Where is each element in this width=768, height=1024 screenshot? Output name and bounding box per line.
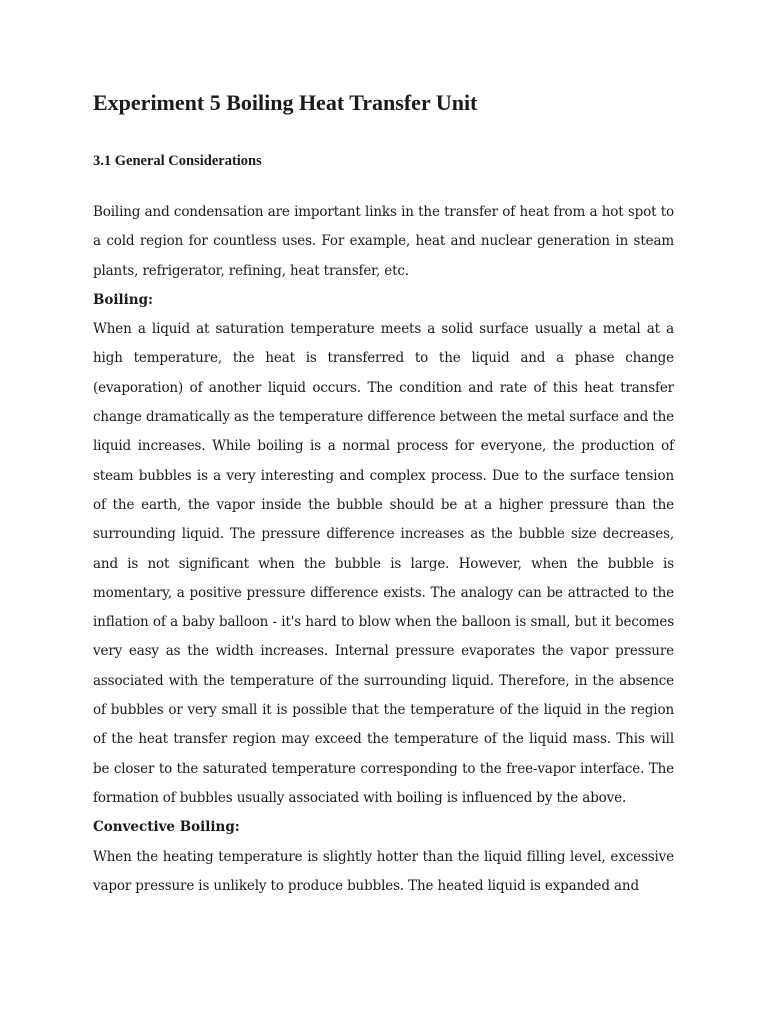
convective-boiling-paragraph: When the heating temperature is slightly hotter than the liquid filling level, excessive vapor pressure is unlikely to produce bubbles. The heated liquid is expanded and — [93, 848, 674, 894]
document-title: Experiment 5 Boiling Heat Transfer Unit — [93, 90, 478, 115]
boiling-paragraph: When a liquid at saturation temperature meets a solid surface usually a metal at a high temperature, the heat is transferred to the liquid and a phase change (evaporation) of another liquid occurs. The condition and rate of this heat transfer change dramatically as the temperature difference between the metal surface and the liquid increases. While boiling is a normal process for everyone, the production of steam bubbles is a very interesting and complex process. Due to the surface tension of the earth, the vapor inside the bubble should be at a higher pressure than the surrounding liquid. The pressure difference increases as the bubble size decreases, and is not significant when the bubble is large. However, when the bubble is momentary, a positive pressure difference exists. The analogy can be attracted to the inflation of a baby balloon - it's hard to blow when the balloon is small, but it becomes very easy as the width increases. Internal pressure evaporates the vapor pressure associated with the temperature of the surrounding liquid. Therefore, in the absence of bubbles or very small it is possible that the temperature of the liquid in the region of the heat transfer region may exceed the temperature of the liquid mass. This will be closer to the saturated temperature corresponding to the free-vapor interface. The formation of bubbles usually associated with boiling is influenced by the above. — [93, 321, 674, 806]
document-body — [93, 198, 674, 901]
boiling-label: Boiling: — [93, 291, 154, 308]
intro-paragraph: Boiling and condensation are important links in the transfer of heat from a hot spot to a cold region for countless uses. For example, heat and nuclear generation in steam plants, refrigerator, refining, heat transfer, etc. — [93, 204, 674, 279]
convective-boiling-label: Convective Boiling: — [93, 819, 240, 836]
section-heading: 3.1 General Considerations — [93, 153, 262, 169]
